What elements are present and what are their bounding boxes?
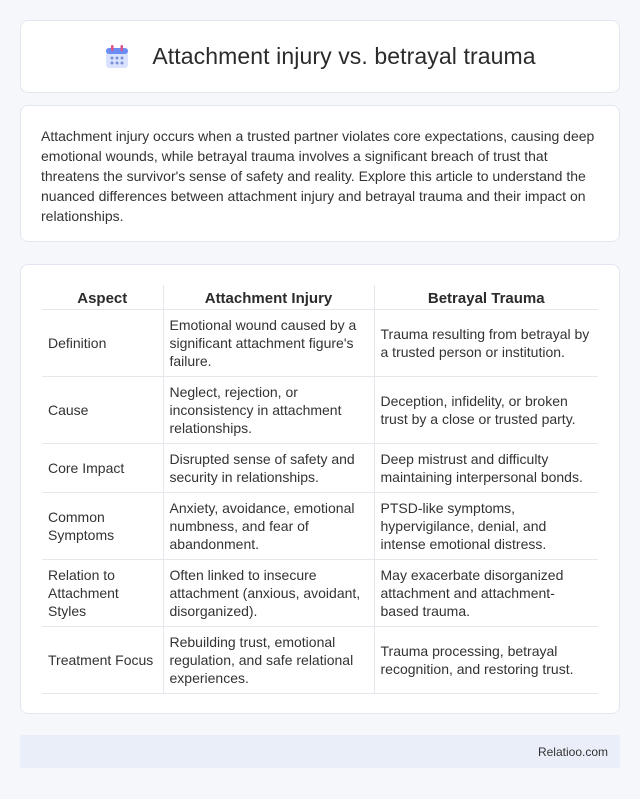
calendar-icon (104, 44, 130, 70)
cell-aspect: Core Impact (42, 443, 163, 492)
cell-injury: Often linked to insecure attachment (anxious, avoidant, disorganized). (163, 559, 374, 626)
footer (20, 735, 620, 768)
cell-aspect: Common Symptoms (42, 492, 163, 559)
header-betrayal-trauma: Betrayal Trauma (374, 285, 598, 309)
table-header-row (42, 285, 598, 309)
table-row (42, 559, 598, 626)
table-row (42, 443, 598, 492)
intro-card (20, 105, 620, 242)
table-row (42, 626, 598, 693)
cell-aspect: Cause (42, 376, 163, 443)
cell-aspect: Treatment Focus (42, 626, 163, 693)
table-row (42, 309, 598, 376)
cell-trauma: PTSD-like symptoms, hypervigilance, denial, and intense emotional distress. (374, 492, 598, 559)
table-row (42, 376, 598, 443)
cell-trauma: Deep mistrust and difficulty maintaining interpersonal bonds. (374, 443, 598, 492)
header-aspect: Aspect (42, 285, 163, 309)
cell-injury: Neglect, rejection, or inconsistency in attachment relationships. (163, 376, 374, 443)
cell-trauma: Trauma processing, betrayal recognition, and restoring trust. (374, 626, 598, 693)
header-attachment-injury: Attachment Injury (163, 285, 374, 309)
cell-injury: Emotional wound caused by a significant attachment figure's failure. (163, 309, 374, 376)
title-card (20, 20, 620, 93)
cell-injury: Rebuilding trust, emotional regulation, and safe relational experiences. (163, 626, 374, 693)
cell-trauma: Deception, infidelity, or broken trust by a close or trusted party. (374, 376, 598, 443)
cell-aspect: Relation to Attachment Styles (42, 559, 163, 626)
cell-aspect: Definition (42, 309, 163, 376)
cell-injury: Disrupted sense of safety and security in relationships. (163, 443, 374, 492)
comparison-table (42, 285, 598, 694)
comparison-card (20, 264, 620, 714)
cell-trauma: Trauma resulting from betrayal by a trusted person or institution. (374, 309, 598, 376)
cell-trauma: May exacerbate disorganized attachment and attachment-based trauma. (374, 559, 598, 626)
page-title: Attachment injury vs. betrayal trauma (152, 43, 536, 69)
cell-injury: Anxiety, avoidance, emotional numbness, and fear of abandonment. (163, 492, 374, 559)
table-row (42, 492, 598, 559)
footer-site-link[interactable]: Relatioo.com (537, 744, 608, 759)
intro-paragraph: Attachment injury occurs when a trusted partner violates core expectations, causing deep emotional wounds, while betrayal trauma involves a significant breach of trust that threatens the survivor's sense of safety and reality. Explore this article to understand the nuanced differences between attachment injury and betrayal trauma and their impact on relationships. (41, 128, 595, 224)
